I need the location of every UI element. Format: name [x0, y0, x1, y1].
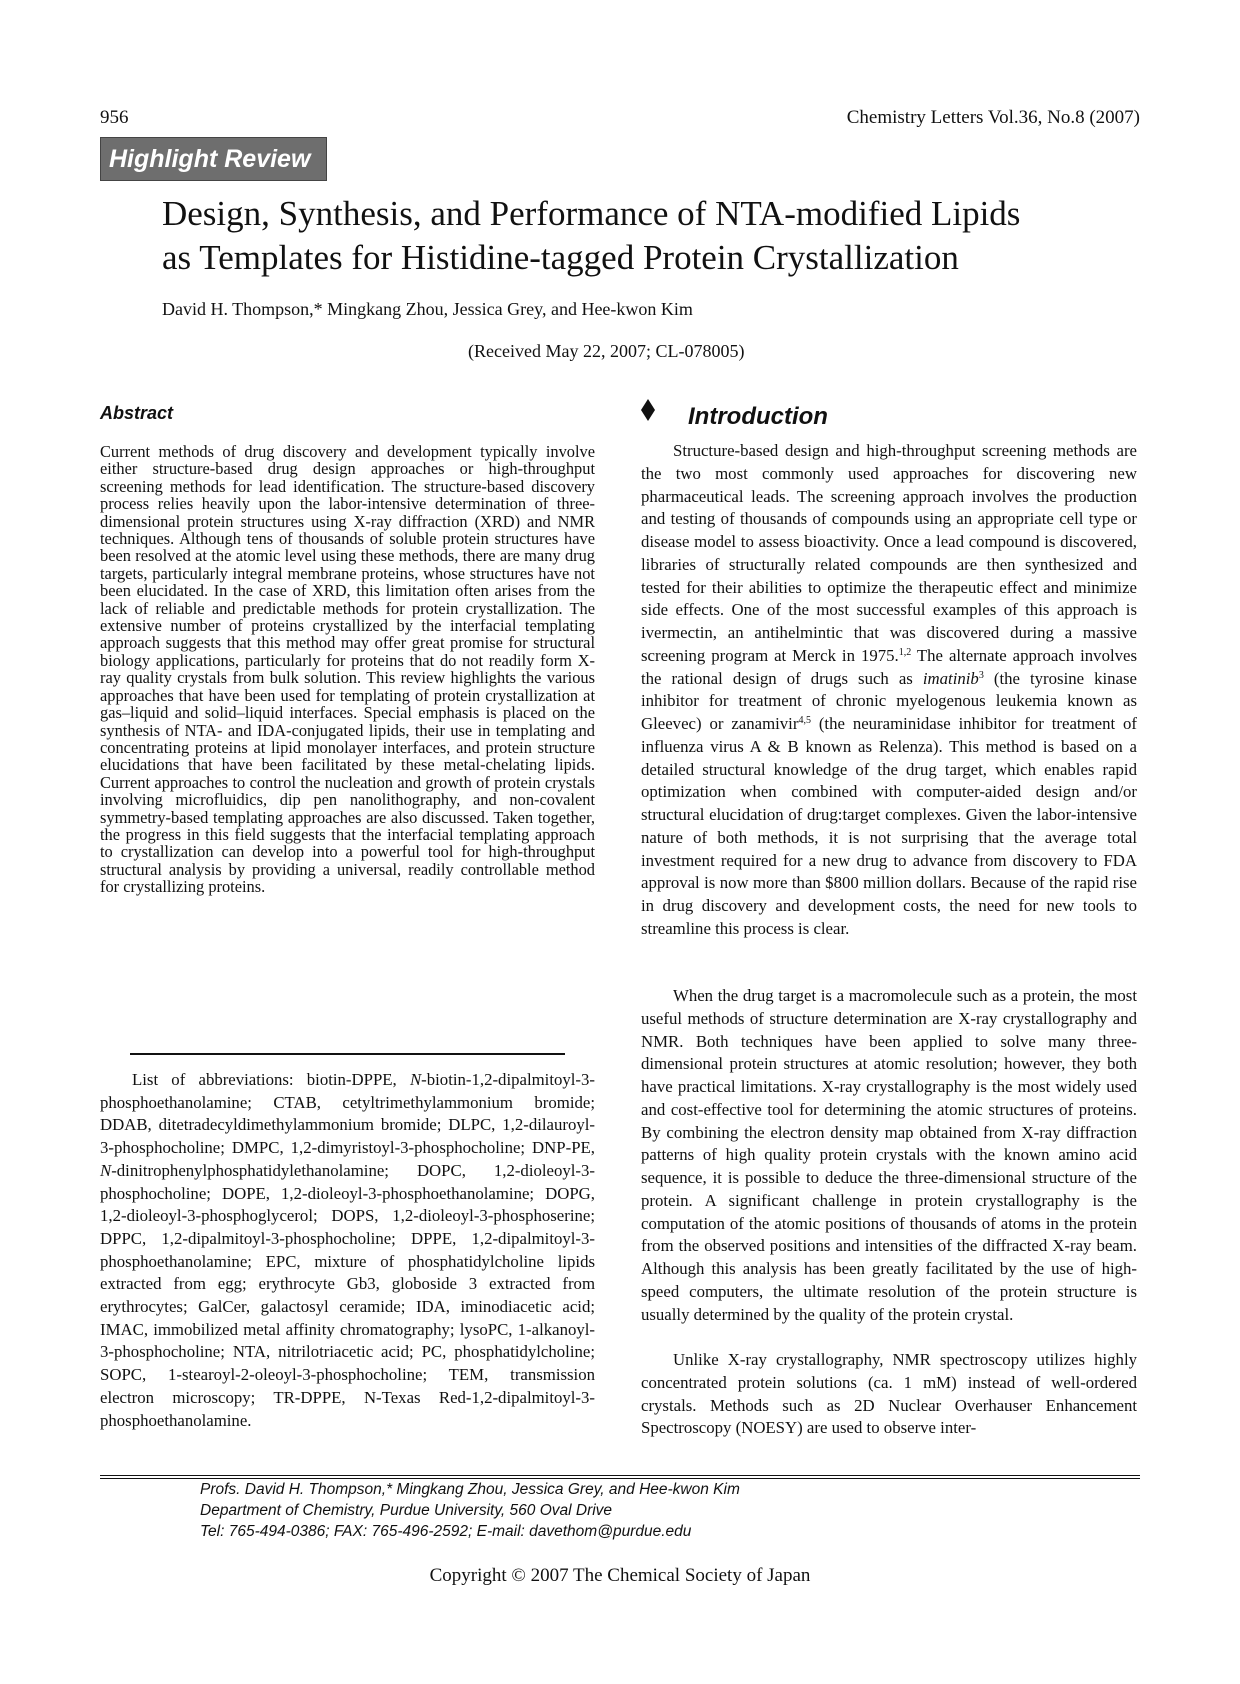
received-date: (Received May 22, 2007; CL-078005): [468, 341, 745, 361]
abbrev-text-2: -biotin-1,2-dipalmitoyl-3-phosphoethanolamine; CTAB, cetyltrimethylammonium bromide; DDAB, ditetradecyldimethylammonium bromide; DLPC, 1,2-dilauroyl-3-phosphocholine; DMPC, 1,2-dimyristoyl-3-phosphocholine; DNP-PE,: [100, 1070, 595, 1158]
intro-p1-text-c: (the tyrosine kinase inhibitor for treatment of chronic myelogenous leukemia known as Gleevec) or zanamivir: [641, 668, 1137, 733]
abstract-text: Current methods of drug discovery and development typically involve either structure-based drug design approaches or high-throughput screening methods for lead identification. The structure-based discovery process relies heavily upon the labor-intensive determination of three-dimensional protein structures using X-ray diffraction (XRD) and NMR techniques. Although tens of thousands of soluble protein structures have been resolved at the atomic level using these methods, there are many drug targets, particularly integral membrane proteins, whose structures have not been elucidated. In the case of XRD, this limitation often arises from the lack of reliable and predictable methods for protein crystallization. The extensive number of proteins crystallized by the interfacial templating approach suggests that this method may offer great promise for structural biology applications, particularly for proteins that do not readily form X-ray quality crystals from bulk solution. This review highlights the various approaches that have been used for templating of protein crystallization at gas–liquid and solid–liquid interfaces. Special emphasis is placed on the synthesis of NTA- and IDA-conjugated lipids, their use in templating and concentrating proteins at lipid monolayer interfaces, and protein structure elucidations that have been facilitated by these metal-chelating lipids. Current approaches to control the nucleation and growth of protein crystals involving microfluidics, dip pen nanolithography, and non-covalent symmetry-based templating approaches are also discussed. Taken together, the progress in this field suggests that the interfacial templating approach to crystallization can develop into a powerful tool for high-throughput structural analysis by providing a universal, readily controllable method for crystallizing proteins.: [100, 442, 595, 897]
intro-p1-text-b: The alternate approach involves the rational design of drugs such as: [641, 645, 1137, 688]
introduction-paragraph-1: [641, 440, 1137, 941]
section-banner: [100, 137, 327, 181]
intro-p1-text-d: (the neuraminidase inhibitor for treatment of influenza virus A & B known as Relenza). This method is based on a detailed structural knowledge of the drug target, which enables rapid optimization when combined with computer-aided design and/or structural elucidation of drug:target complexes. Given the labor-intensive nature of both methods, it is not surprising that the average total investment required for a new drug to advance from discovery to FDA approval is now more than $800 million dollars. Because of the rapid rise in drug discovery and development costs, the need for new tools to streamline this process is clear.: [641, 714, 1138, 938]
article-title-line-1: Design, Synthesis, and Performance of NTA-modified Lipids: [162, 194, 1021, 233]
footer-divider-bottom: [100, 1478, 1140, 1479]
abbreviations-list: [100, 1069, 595, 1432]
abstract-divider: [130, 1053, 565, 1055]
abbrev-text-3: -dinitrophenylphosphatidylethanolamine; DOPC, 1,2-dioleoyl-3-phosphocholine; DOPE, 1,2-dioleoyl-3-phosphoethanolamine; DOPG, 1,2-dioleoyl-3-phosphoglycerol; DOPS, 1,2-dioleoyl-3-phosphoserine; DPPC, 1,2-dipalmitoyl-3-phosphocholine; DPPE, 1,2-dipalmitoyl-3-phosphoethanolamine; EPC, mixture of phosphatidylcholine lipids extracted from egg; erythrocyte Gb3, globoside 3 extracted from erythrocytes; GalCer, galactosyl ceramide; IDA, iminodiacetic acid; IMAC, immobilized metal affinity chromatography; lysoPC, 1-alkanoyl-3-phosphocholine; NTA, nitrilotriacetic acid; PC, phosphatidylcholine; SOPC, 1-stearoyl-2-oleoyl-3-phosphocholine; TEM, transmission electron microscopy; TR-DPPE, N-Texas Red-1,2-dipalmitoyl-3-phosphoethanolamine.: [100, 1160, 595, 1430]
copyright-notice: Copyright © 2007 The Chemical Society of Japan: [429, 1565, 811, 1586]
abbrev-text-1: List of abbreviations: biotin-DPPE,: [132, 1070, 410, 1089]
abbrev-italic-1: N: [409, 1070, 422, 1089]
article-title-line-2: as Templates for Histidine-tagged Protein Crystallization: [162, 238, 959, 277]
citation-4-5: 4,5: [798, 715, 811, 726]
introduction-paragraph-3: Unlike X-ray crystallography, NMR spectroscopy utilizes highly concentrated protein solutions (ca. 1 mM) instead of well-ordered crystals. Methods such as 2D Nuclear Overhauser Enhancement Spectroscopy (NOESY) are used to observe inter-: [641, 1350, 1137, 1438]
journal-citation: Chemistry Letters Vol.36, No.8 (2007): [846, 107, 1140, 128]
author-contact-info: Tel: 765-494-0386; FAX: 765-496-2592; E-mail: davethom@purdue.edu: [200, 1523, 692, 1540]
introduction-heading: Introduction: [688, 403, 828, 430]
article-title: [162, 192, 1142, 280]
author-affiliation-address: Department of Chemistry, Purdue University, 560 Oval Drive: [200, 1502, 613, 1519]
author-list: David H. Thompson,* Mingkang Zhou, Jessica Grey, and Hee-kwon Kim: [162, 299, 693, 319]
page-number: 956: [100, 107, 129, 128]
citation-1-2: 1,2: [898, 646, 912, 658]
section-banner-label: Highlight Review: [109, 145, 311, 173]
intro-p1-text-a: Structure-based design and high-throughput screening methods are the two most commonly used approaches for discovering new pharmaceutical leads. The screening approach involves the production and testing of thousands of compounds using an appropriate cell type or disease model to assess bioactivity. Once a lead compound is discovered, libraries of structurally related compounds are then synthesized and tested for their abilities to optimize the therapeutic effect and minimize side effects. One of the most successful examples of this approach is ivermectin, an antihelmintic that was discovered during a massive screening program at Merck in 1975.: [641, 441, 1137, 665]
drug-name-imatinib: imatinib: [922, 668, 979, 688]
citation-3: 3: [978, 669, 984, 681]
abbrev-italic-2: N: [100, 1160, 112, 1180]
introduction-paragraph-2: When the drug target is a macromolecule such as a protein, the most useful methods of structure determination are X-ray crystallography and NMR. Both techniques have been applied to solve many three-dimensional protein structures at atomic resolution; however, they both have practical limitations. X-ray crystallography is the most widely used and cost-effective tool for determining the atomic structures of proteins. By combining the electron density map obtained from X-ray diffraction patterns of high quality protein crystals with the known amino acid sequence, it is possible to deduce the three-dimensional structure of the protein. A significant challenge in protein crystallography is the computation of the atomic positions of thousands of atoms in the protein from the observed positions and intensities of the diffracted X-ray beam. Although this analysis has been greatly facilitated by the use of high-speed computers, the ultimate resolution of the protein structure is usually determined by the quality of the protein crystal.: [641, 986, 1137, 1324]
diamond-icon: [641, 399, 655, 421]
author-affiliation-names: Profs. David H. Thompson,* Mingkang Zhou, Jessica Grey, and Hee-kwon Kim: [200, 1481, 740, 1498]
footer-divider-top: [100, 1475, 1140, 1476]
abstract-heading: Abstract: [100, 403, 174, 423]
